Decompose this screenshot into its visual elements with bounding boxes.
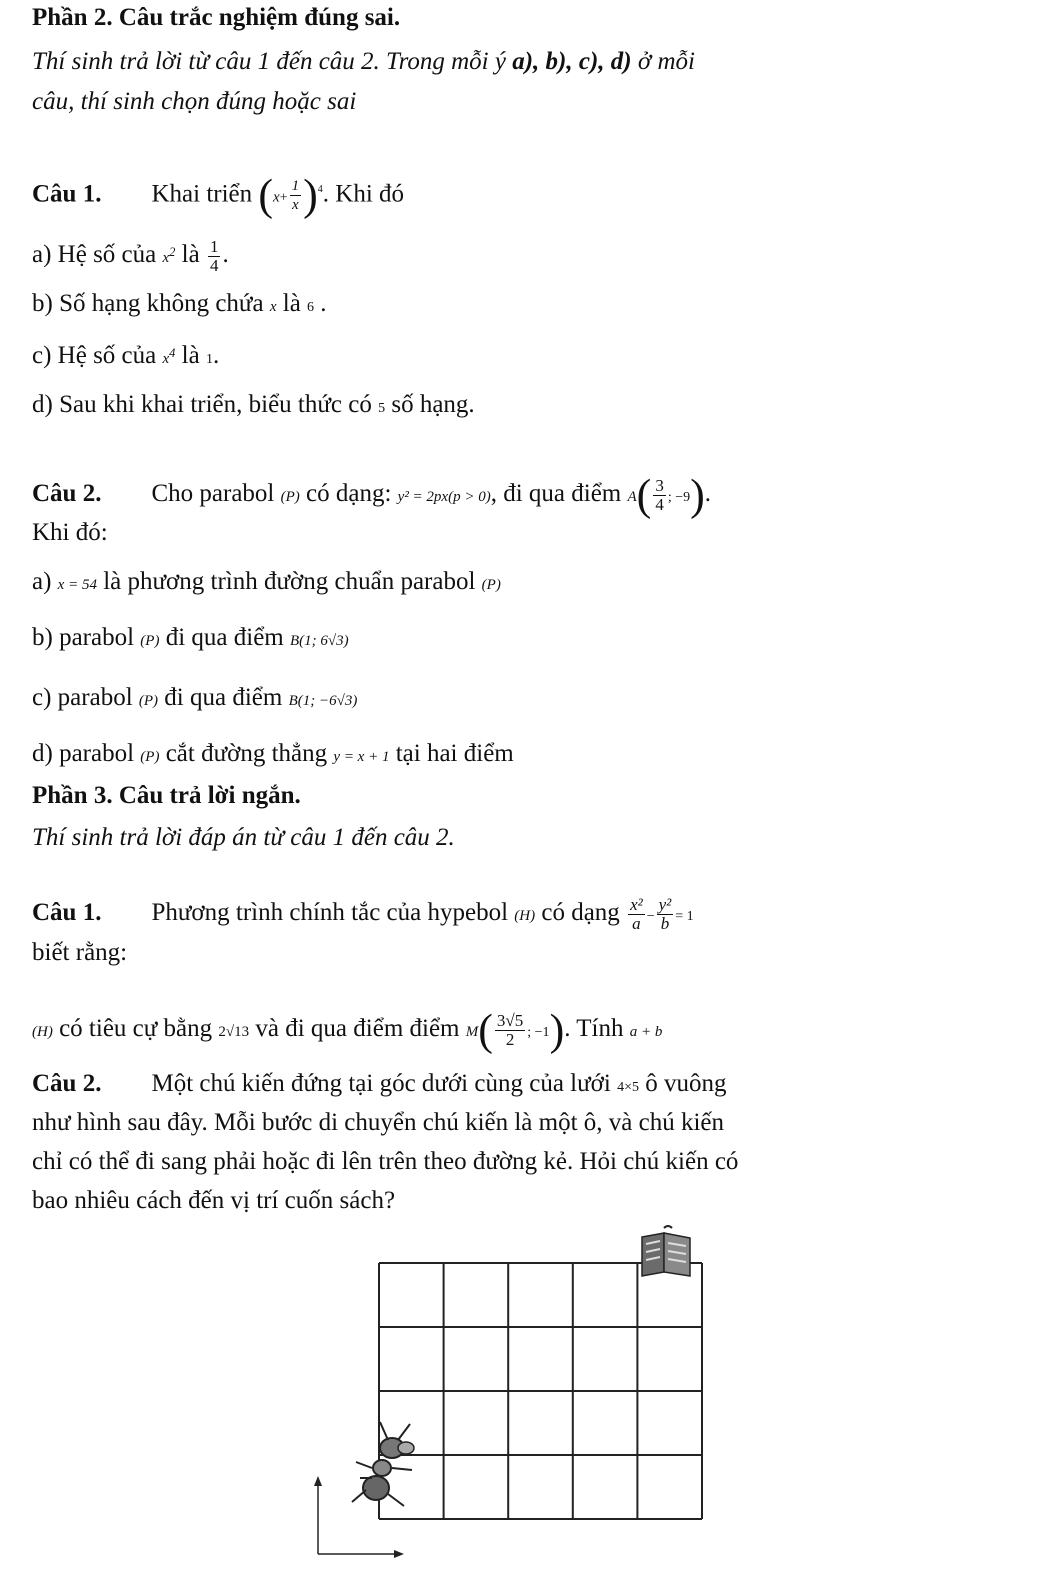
p2-q1-option-b: b) Số hạng không chứa x là 6 . <box>32 290 327 317</box>
p3-q2-line1: Câu 2. Một chú kiến đứng tại góc dưới cùng của lưới 4×5 ô vuông <box>32 1070 727 1097</box>
axes <box>314 1476 404 1558</box>
p2-q2-line2: Khi đó: <box>32 519 108 546</box>
question-label: Câu 2. <box>32 480 102 508</box>
part3-instruction: Thí sinh trả lời đáp án từ câu 1 đến câu 2. <box>32 824 455 851</box>
part2-instruction-line1: Thí sinh trả lời từ câu 1 đến câu 2. Trong mỗi ý a), b), c), d) ở mỗi <box>32 48 695 75</box>
question-label: Câu 1. <box>32 180 102 208</box>
ant-icon <box>352 1422 414 1506</box>
question-label: Câu 1. <box>32 899 102 927</box>
p3-q2-line2: như hình sau đây. Mỗi bước di chuyển chú kiến là một ô, và chú kiến <box>32 1109 725 1136</box>
book-icon <box>642 1226 690 1276</box>
question-label: Câu 2. <box>32 1070 102 1097</box>
p2-q1-stem: Câu 1. Khai triển (x+ $\frac{1}{x}$ )$^4$. Khi đó <box>32 170 405 220</box>
p2-q1-option-d: d) Sau khi khai triển, biểu thức có 5 số hạng. <box>32 391 475 418</box>
p2-q1-option-a: a) Hệ số của $x^2$ là $\frac{1}{4}$ . <box>32 236 229 275</box>
part2-instruction-line2: câu, thí sinh chọn đúng hoặc sai <box>32 88 357 115</box>
grid <box>379 1263 702 1519</box>
p2-q2-option-c: c) parabol (P) đi qua điểm B(1; −6√3) <box>32 684 358 711</box>
p2-q2-option-d: d) parabol (P) cắt đường thẳng y = x + 1 tại hai điểm <box>32 740 514 767</box>
p2-q2-option-b: b) parabol (P) đi qua điểm B(1; 6√3) <box>32 624 349 651</box>
p3-q1-line2: biết rằng: <box>32 939 128 966</box>
part3-heading: Phần 3. Câu trả lời ngắn. <box>32 782 301 809</box>
p2-q1-option-c: c) Hệ số của $x^4$ là 1. <box>32 342 220 369</box>
p3-q1-line3: (H) có tiêu cự bằng 2√13 và đi qua điểm điểm M( $\frac{3√5}{2}$ ; −1). Tính a + b <box>32 1005 663 1055</box>
part2-heading: Phần 2. Câu trắc nghiệm đúng sai. <box>32 4 401 31</box>
p3-q2-line3: chỉ có thể đi sang phải hoặc đi lên trên theo đường kẻ. Hỏi chú kiến có <box>32 1148 739 1175</box>
p2-q2-stem: Câu 2. Cho parabol (P) có dạng: y² = 2px(p > 0), đi qua điểm A( $\frac{3}{4}$ ; −9). <box>32 470 712 520</box>
p3-q2-line4: bao nhiêu cách đến vị trí cuốn sách? <box>32 1187 396 1214</box>
p3-q1-stem: Câu 1. Phương trình chính tắc của hypebol (H) có dạng $\frac{\text{x²}}{a}$ − $\frac{\text{y²}}{b}$ = 1 <box>32 895 694 933</box>
p2-q2-option-a: a) x = 54 là phương trình đường chuẩn parabol (P) <box>32 568 501 595</box>
